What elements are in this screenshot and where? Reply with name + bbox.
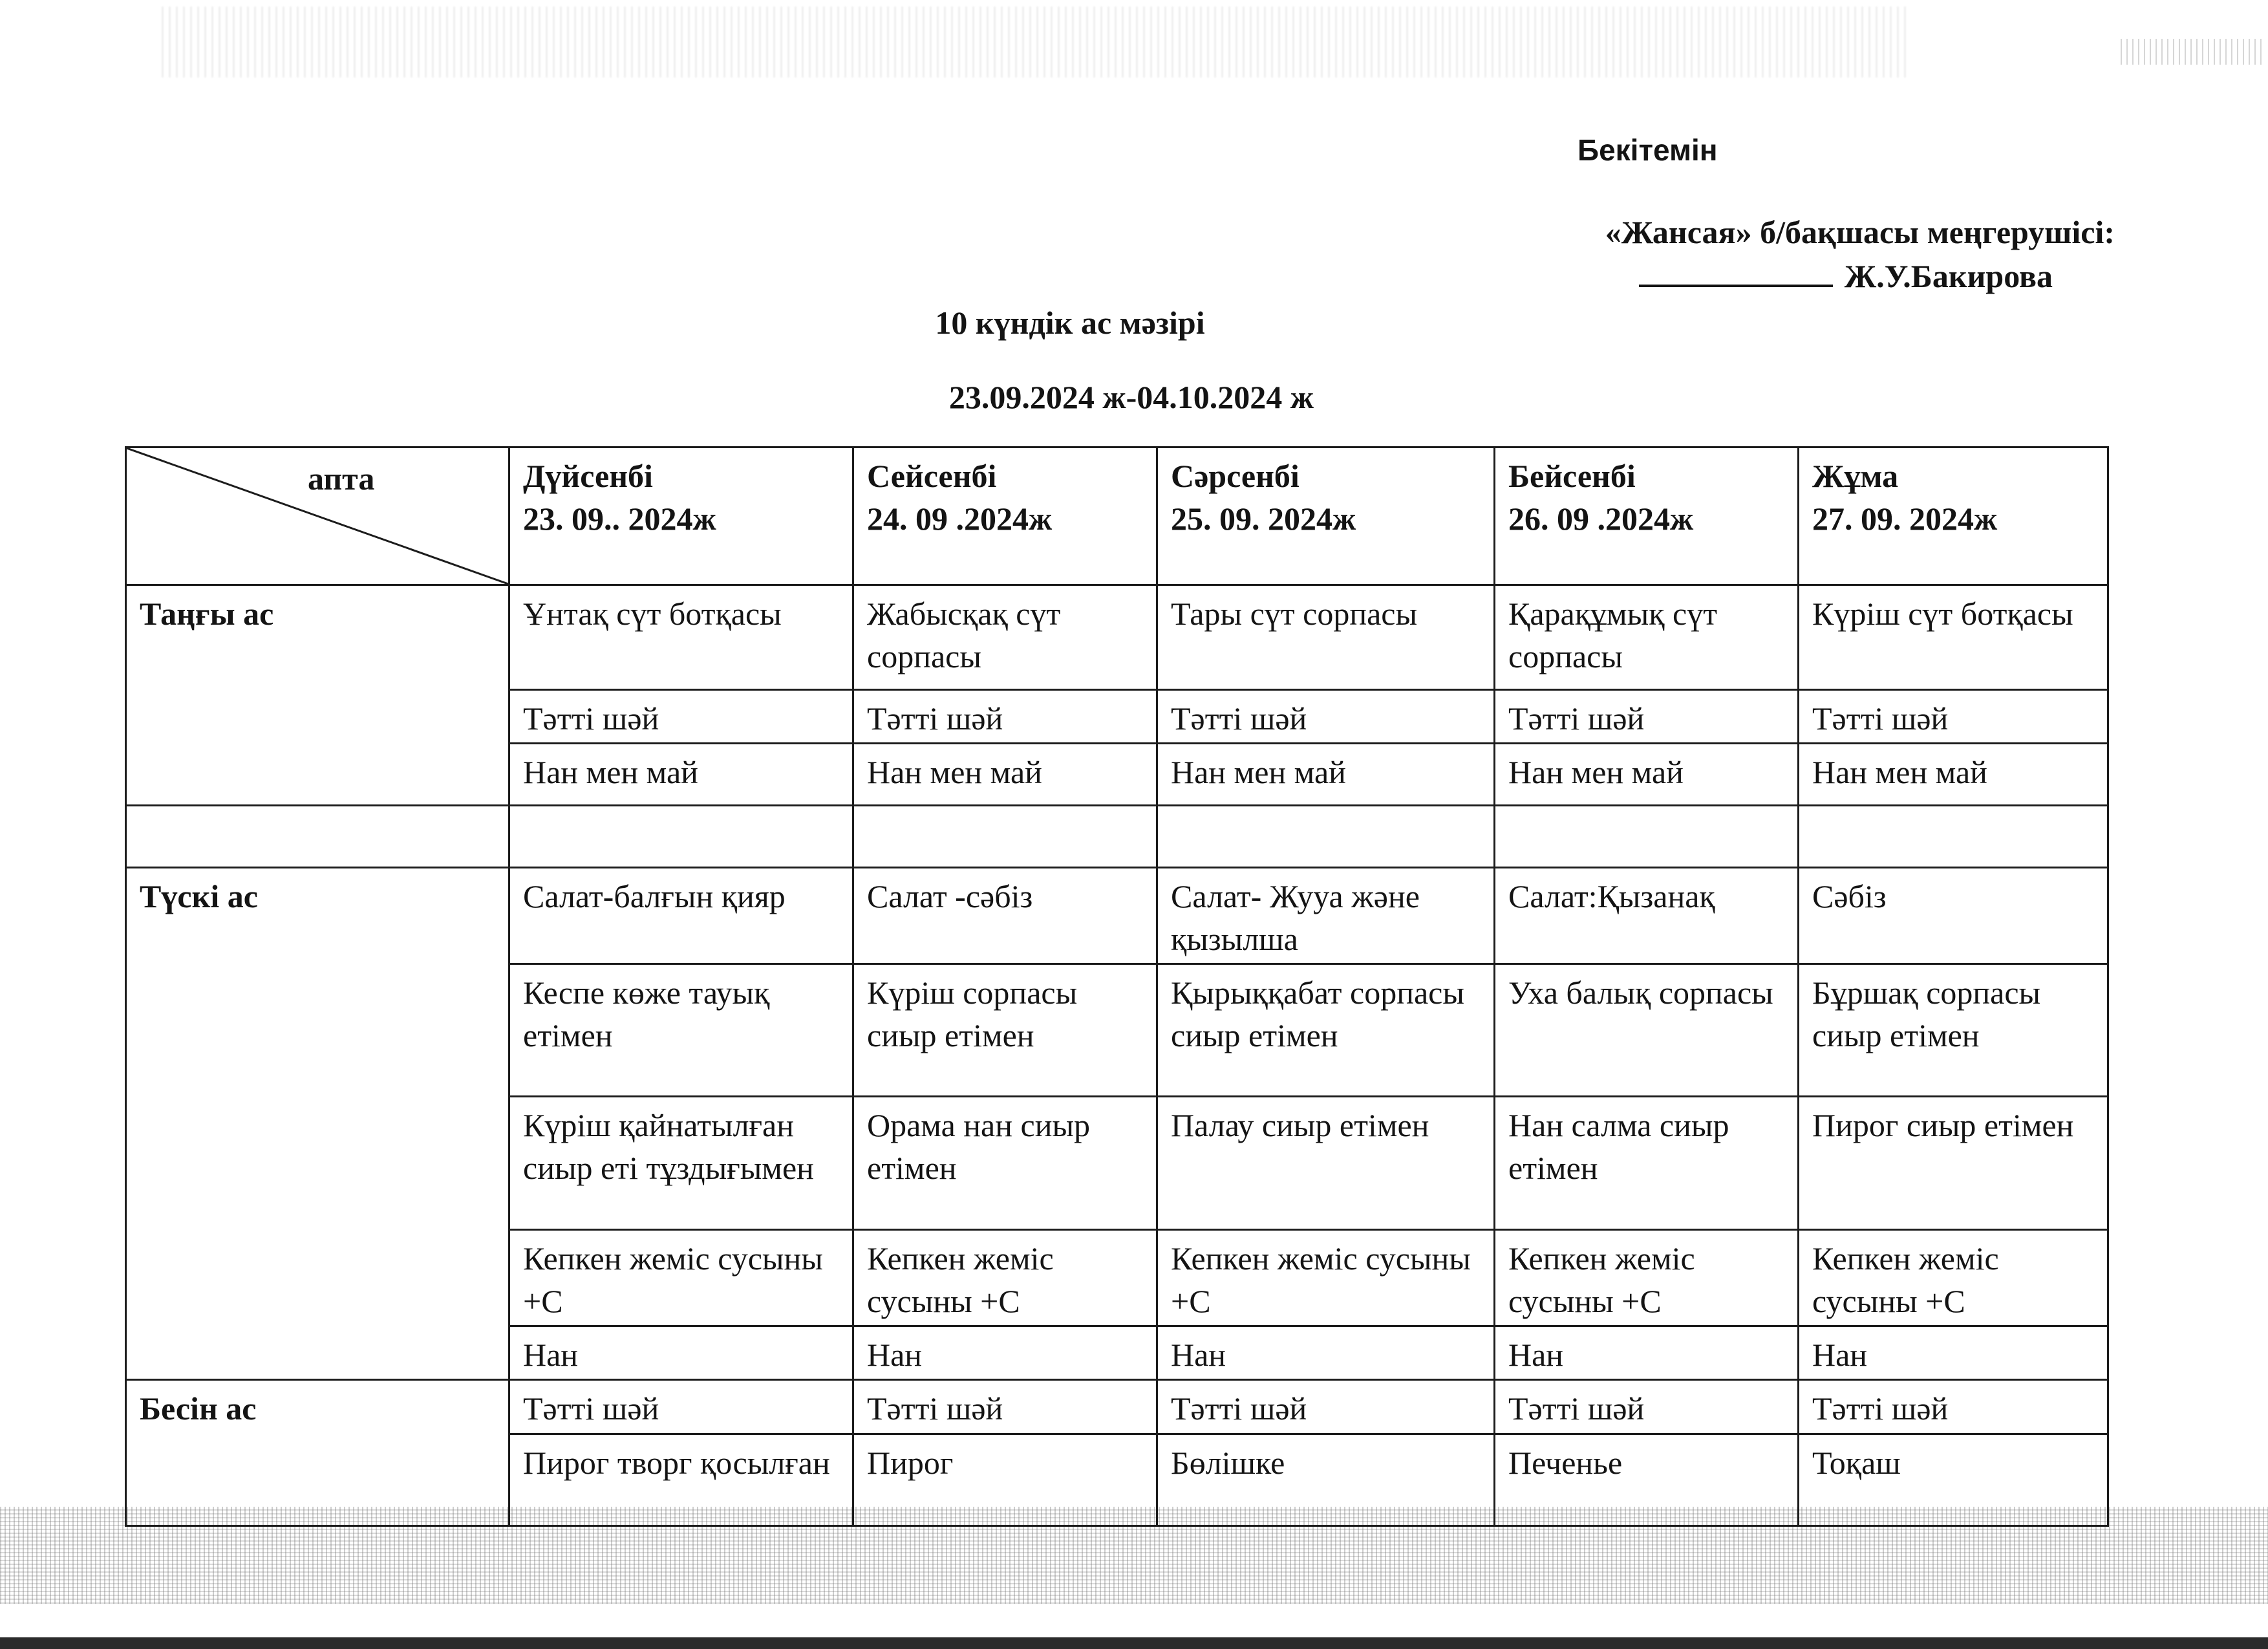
corner-cell [126, 447, 509, 585]
signature-blank [1639, 261, 1833, 287]
empty-cell [1799, 806, 2108, 868]
menu-cell: Қарақұмық сүт сорпасы [1495, 585, 1799, 690]
menu-cell: Тары сүт сорпасы [1157, 585, 1495, 690]
scan-edge-bottom [0, 1637, 2268, 1649]
menu-cell: Күріш сүт ботқасы [1799, 585, 2108, 690]
menu-cell: Нан [853, 1326, 1157, 1380]
menu-cell: Жабысқақ сүт сорпасы [853, 585, 1157, 690]
meal-label-snack: Бесін ас [126, 1380, 509, 1526]
day-header-monday [509, 447, 853, 585]
empty-cell [853, 806, 1157, 868]
empty-cell [1495, 806, 1799, 868]
menu-cell: Кепкен жеміс сусыны +С [1157, 1230, 1495, 1326]
table-row-empty [126, 806, 2108, 868]
menu-cell: Салат -сәбіз [853, 868, 1157, 964]
table-row [126, 868, 2108, 964]
menu-cell: Сәбіз [1799, 868, 2108, 964]
day-name: Бейсенбі [1508, 458, 1636, 494]
empty-cell [126, 806, 509, 868]
day-header-friday [1799, 447, 2108, 585]
menu-cell: Пирог [853, 1434, 1157, 1526]
manager-title: «Жансая» б/бақшасы меңгерушісі: [1605, 214, 2115, 250]
menu-cell: Кепкен жеміс сусыны +С [1799, 1230, 2108, 1326]
menu-cell: Тәтті шәй [1157, 1380, 1495, 1434]
empty-cell [509, 806, 853, 868]
menu-cell: Ұнтақ сүт ботқасы [509, 585, 853, 690]
menu-cell: Уха балық сорпасы [1495, 964, 1799, 1097]
menu-cell: Бұршақ сорпасы сиыр етімен [1799, 964, 2108, 1097]
menu-cell: Қырыққабат сорпасы сиыр етімен [1157, 964, 1495, 1097]
day-name: Жұма [1812, 458, 1899, 494]
menu-cell: Тәтті шәй [509, 1380, 853, 1434]
menu-cell: Бөлішке [1157, 1434, 1495, 1526]
document-period: 23.09.2024 ж-04.10.2024 ж [948, 379, 1314, 415]
meal-label-breakfast: Таңғы ас [126, 585, 509, 806]
menu-cell: Тәтті шәй [1495, 690, 1799, 744]
menu-cell: Нан мен май [1157, 744, 1495, 806]
meal-label-lunch: Түскі ас [126, 868, 509, 1380]
menu-cell: Тәтті шәй [1799, 1380, 2108, 1434]
menu-cell: Күріш қайнатылған сиыр еті тұздығымен [509, 1097, 853, 1230]
day-name: Дүйсенбі [523, 458, 653, 494]
menu-cell: Тәтті шәй [509, 690, 853, 744]
menu-cell: Нан [1799, 1326, 2108, 1380]
menu-cell: Нан мен май [509, 744, 853, 806]
day-name: Сәрсенбі [1171, 458, 1300, 494]
day-header-wednesday [1157, 447, 1495, 585]
table-row [126, 1380, 2108, 1434]
menu-cell: Салат- Жууа және қызылша [1157, 868, 1495, 964]
day-date: 27. 09. 2024ж [1812, 501, 1998, 537]
table-row [126, 585, 2108, 690]
menu-cell: Нан мен май [1799, 744, 2108, 806]
menu-cell: Кепкен жеміс сусыны +С [509, 1230, 853, 1326]
menu-cell: Тәтті шәй [853, 1380, 1157, 1434]
day-date: 25. 09. 2024ж [1171, 501, 1356, 537]
day-header-thursday [1495, 447, 1799, 585]
day-header-tuesday [853, 447, 1157, 585]
menu-cell: Орама нан сиыр етімен [853, 1097, 1157, 1230]
menu-cell: Нан салма сиыр етімен [1495, 1097, 1799, 1230]
menu-cell: Тәтті шәй [1495, 1380, 1799, 1434]
menu-cell: Нан мен май [853, 744, 1157, 806]
day-date: 23. 09.. 2024ж [523, 501, 716, 537]
day-name: Сейсенбі [867, 458, 997, 494]
document-title: 10 күндік ас мәзірі [935, 305, 1205, 341]
menu-cell: Пирог творг қосылған [509, 1434, 853, 1526]
menu-cell: Кеспе көже тауық етімен [509, 964, 853, 1097]
corner-label: апта [308, 460, 375, 497]
day-date: 26. 09 .2024ж [1508, 501, 1694, 537]
menu-cell: Палау сиыр етімен [1157, 1097, 1495, 1230]
menu-cell: Тәтті шәй [853, 690, 1157, 744]
menu-cell: Тоқаш [1799, 1434, 2108, 1526]
menu-cell: Нан [1157, 1326, 1495, 1380]
menu-cell: Пирог сиыр етімен [1799, 1097, 2108, 1230]
menu-cell: Кепкен жеміс сусыны +С [1495, 1230, 1799, 1326]
menu-cell: Нан мен май [1495, 744, 1799, 806]
menu-table [125, 446, 2109, 1527]
table-header-row [126, 447, 2108, 585]
scan-noise-top [162, 6, 1907, 78]
menu-cell: Печенье [1495, 1434, 1799, 1526]
scan-noise-top-right [2121, 39, 2263, 65]
menu-cell: Салат:Қызанақ [1495, 868, 1799, 964]
signature-name: Ж.У.Бакирова [1844, 258, 2053, 294]
empty-cell [1157, 806, 1495, 868]
menu-cell: Салат-балғын қияр [509, 868, 853, 964]
menu-cell: Кепкен жеміс сусыны +С [853, 1230, 1157, 1326]
menu-cell: Тәтті шәй [1157, 690, 1495, 744]
menu-cell: Тәтті шәй [1799, 690, 2108, 744]
approval-heading: Бекітемін [1578, 133, 1718, 167]
menu-cell: Күріш сорпасы сиыр етімен [853, 964, 1157, 1097]
menu-cell: Нан [509, 1326, 853, 1380]
day-date: 24. 09 .2024ж [867, 501, 1053, 537]
signature-line [1639, 257, 2053, 295]
menu-cell: Нан [1495, 1326, 1799, 1380]
